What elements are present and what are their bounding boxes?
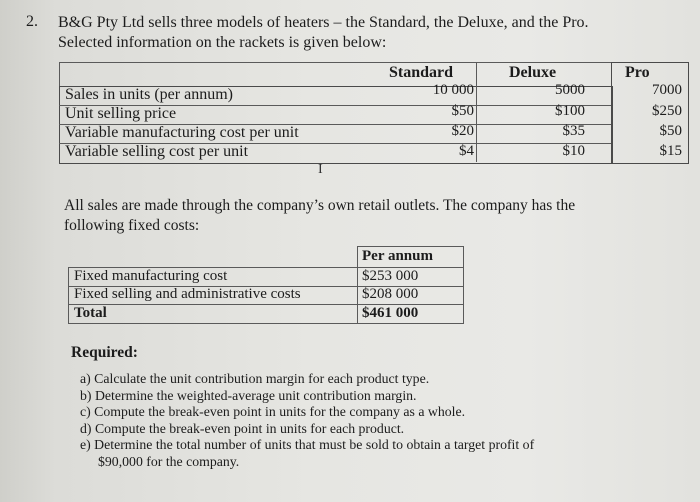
standard-var-selling: $4 [459, 143, 474, 159]
fixed-intro-line-2: following fixed costs: [64, 217, 200, 234]
standard-var-manufacturing: $20 [451, 123, 474, 139]
pro-selling-price: $250 [652, 103, 682, 119]
header-pro: Pro [625, 64, 650, 81]
standard-deluxe-divider [476, 62, 477, 162]
question-intro [58, 13, 589, 53]
intro-line-1: B&G Pty Ltd sells three models of heaters – the Standard, the Deluxe, and the Pro. [58, 14, 589, 31]
fixed-table-top-line [357, 246, 464, 247]
fixed-table-right-edge [463, 246, 464, 324]
standard-selling-price: $50 [451, 103, 474, 119]
fixed-intro-line-1: All sales are made through the company’s own retail outlets. The company has the [64, 197, 576, 214]
sales-info-table [59, 62, 689, 164]
fixed-table-left-edge [68, 267, 69, 324]
value-fixed-manufacturing: $253 000 [362, 268, 419, 284]
deluxe-selling-price: $100 [555, 103, 585, 119]
question-number: 2. [26, 13, 38, 30]
required-item-a: a) Calculate the unit contribution margin for each product type. [80, 371, 430, 386]
text-cursor-icon: I [318, 162, 323, 177]
header-standard: Standard [389, 64, 454, 81]
row-label-var-manufacturing: Variable manufacturing cost per unit [65, 124, 299, 141]
required-item-e: e) Determine the total number of units that must be sold to obtain a target profit of [80, 437, 535, 452]
required-item-b: b) Determine the weighted-average unit contribution margin. [80, 387, 417, 403]
required-item-d: d) Compute the break-even point in units for each product. [80, 420, 405, 436]
standard-sales-units: 10 000 [432, 82, 474, 98]
intro-line-2: Selected information on the rackets is given below: [58, 34, 387, 51]
row-label-fixed-selling-admin: Fixed selling and administrative costs [74, 286, 301, 302]
row-label-sales-units: Sales in units (per annum) [65, 86, 233, 103]
required-list [80, 371, 534, 470]
fixed-table-bottom-line [68, 323, 464, 324]
fixed-costs-intro [64, 196, 624, 236]
table-left-edge [59, 62, 60, 86]
required-item-e-continued: $90,000 for the company. [98, 453, 240, 469]
row-label-var-selling: Variable selling cost per unit [65, 143, 249, 160]
fixed-costs-table [68, 246, 464, 324]
row-label-fixed-manufacturing: Fixed manufacturing cost [74, 268, 228, 284]
header-per-annum: Per annum [362, 248, 433, 264]
value-total: $461 000 [362, 305, 419, 321]
required-item-c: c) Compute the break-even point in units for the company as a whole. [80, 404, 466, 419]
pro-var-selling: $15 [659, 143, 682, 159]
row-label-selling-price: Unit selling price [65, 105, 177, 122]
deluxe-var-selling: $10 [562, 143, 585, 159]
pro-sales-units: 7000 [652, 82, 682, 98]
header-deluxe: Deluxe [509, 64, 557, 81]
value-fixed-selling-admin: $208 000 [362, 286, 419, 302]
required-heading: Required: [71, 344, 138, 361]
deluxe-var-manufacturing: $35 [562, 123, 585, 139]
row-label-total: Total [74, 305, 107, 321]
pro-var-manufacturing: $50 [659, 123, 682, 139]
table-top-line [59, 62, 611, 63]
fixed-table-column-divider [357, 246, 358, 324]
deluxe-sales-units: 5000 [555, 82, 585, 98]
